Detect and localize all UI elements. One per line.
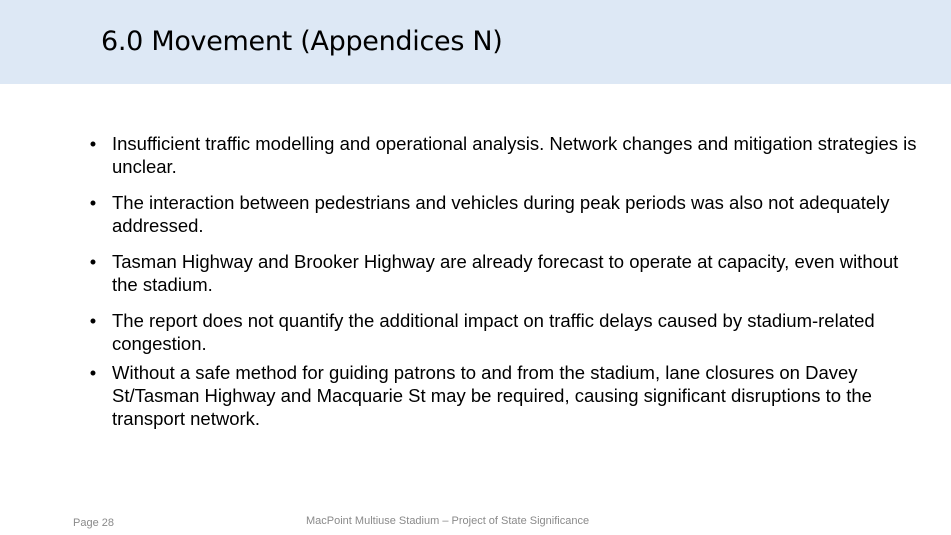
bullet-list — [86, 132, 921, 443]
bullet-icon: • — [89, 251, 97, 272]
bullet-item — [86, 132, 921, 178]
page-number: Page 28 — [73, 517, 114, 529]
bullet-text: Without a safe method for guiding patrons to and from the stadium, lane closures on Davey St/Tasman Highway and Macquarie St may be required, causing significant disruptions to the transport network. — [112, 362, 872, 429]
bullet-item — [86, 361, 921, 430]
bullet-icon: • — [89, 192, 97, 213]
footer-project-title: MacPoint Multiuse Stadium – Project of State Significance — [306, 515, 590, 527]
bullet-icon: • — [89, 133, 97, 154]
slide-title: 6.0 Movement (Appendices N) — [101, 26, 503, 57]
bullet-icon: • — [89, 362, 97, 383]
bullet-text: Tasman Highway and Brooker Highway are already forecast to operate at capacity, even without the stadium. — [112, 251, 899, 295]
bullet-text: The interaction between pedestrians and vehicles during peak periods was also not adequately addressed. — [112, 192, 890, 236]
bullet-item — [86, 250, 921, 296]
bullet-text: The report does not quantify the additional impact on traffic delays caused by stadium-related congestion. — [112, 310, 875, 354]
bullet-icon: • — [89, 310, 97, 331]
bullet-text: Insufficient traffic modelling and operational analysis. Network changes and mitigation strategies is unclear. — [112, 133, 917, 177]
bullet-item — [86, 191, 921, 237]
bullet-item — [86, 309, 921, 355]
